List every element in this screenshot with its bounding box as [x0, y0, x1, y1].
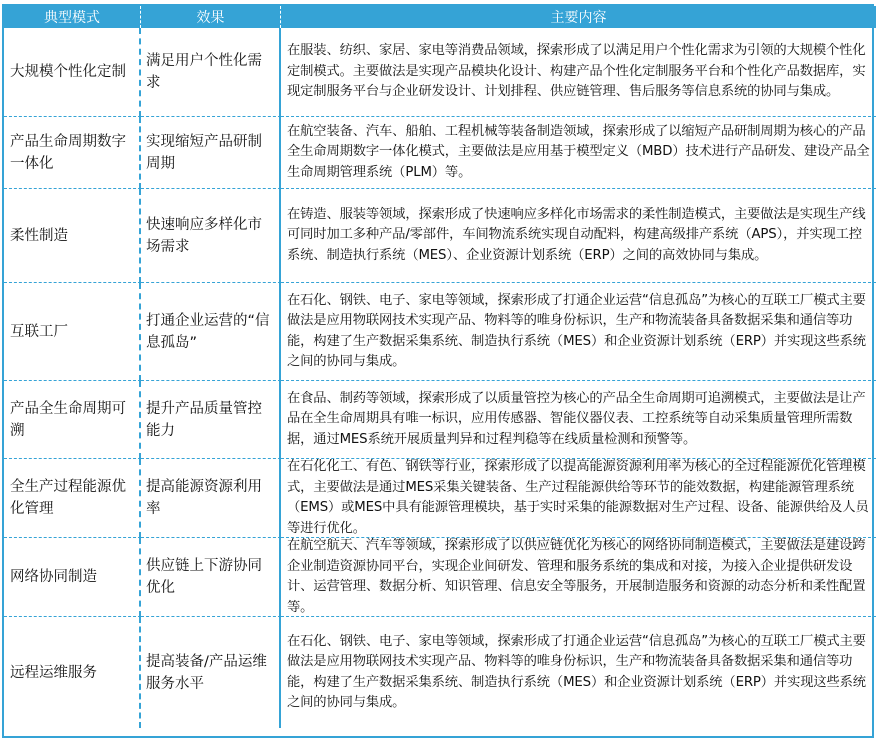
row-mode — [4, 117, 141, 189]
row-effect — [141, 617, 281, 728]
content-text: 在服装、纺织、家居、家电等消费品领域，探索形成了以满足用户个性化需求为引领的大规模个性化定制模式。主要做法是实现产品模块化设计、构建产品个性化定制服务平台和个性化产品数据库，实现定制服务平台与企业研发设计、计划排程、供应链管理、售后服务等信息系统的协同与集成。 — [287, 43, 866, 100]
content-text: 在铸造、服装等领域，探索形成了快速响应多样化市场需求的柔性制造模式，主要做法是实现生产线可同时加工多种产品/零部件，车间物流系统实现自动配料，构建高级排产系统（APS），并实现工控系统、制造执行系统（MES）、企业资源计划系统（ERP）之间的高效协同与集成。 — [287, 206, 866, 263]
row-effect — [141, 117, 281, 189]
effect-text: 打通企业运营的“信息孤岛” — [146, 312, 270, 351]
mode-text: 远程运维服务 — [10, 664, 97, 681]
effect-text: 提高能源资源利用率 — [146, 479, 262, 517]
modes-table — [2, 4, 874, 738]
effect-text: 提升产品质量管控能力 — [146, 400, 262, 439]
mode-text: 产品全生命周期可溯 — [10, 400, 126, 439]
column-header-effect: 效果 — [141, 6, 281, 28]
row-mode — [4, 617, 141, 728]
effect-text: 满足用户个性化需求 — [146, 53, 262, 91]
row-effect — [141, 28, 281, 117]
row-effect — [141, 381, 281, 459]
content-text: 在石化、钢铁、电子、家电等领域，探索形成了打通企业运营“信息孤岛”为核心的互联工厂模式主要做法是应用物联网技术实现产品、物料等的唯身份标识，生产和物流装备具备数据采集和通信等功能，构建了生产数据采集系统、制造执行系统（MES）和企业资源计划系统（ERP）并实现这些系统之间的协同与集成。 — [287, 633, 866, 710]
row-effect — [141, 189, 281, 283]
row-effect — [141, 538, 281, 617]
effect-text: 提高装备/产品运维服务水平 — [146, 653, 267, 692]
row-content — [281, 117, 876, 189]
row-mode — [4, 381, 141, 459]
content-text: 在石化、钢铁、电子、家电等领域，探索形成了打通企业运营“信息孤岛”为核心的互联工厂模式主要做法是应用物联网技术实现产品、物料等的唯身份标识，生产和物流装备具备数据采集和通信等功能，构建了生产数据采集系统、制造执行系统（MES）和企业资源计划系统（ERP）并实现这些系统之间的协同与集成。 — [287, 292, 866, 369]
mode-text: 大规模个性化定制 — [10, 64, 126, 80]
content-text: 在食品、制药等领域，探索形成了以质量管控为核心的产品全生命周期可追溯模式，主要做法是让产品在全生命周期具有唯一标识，应用传感器、智能仪器仪表、工控系统等自动采集质量管理所需数据，通过MES系统开展质量判异和过程判稳等在线质量检测和预警等。 — [287, 390, 866, 447]
row-mode — [4, 283, 141, 381]
row-effect — [141, 459, 281, 538]
mode-text: 互联工厂 — [10, 323, 68, 340]
content-text: 在航空航天、汽车等领域，探索形成了以供应链优化为核心的网络协同制造模式，主要做法是建设跨企业制造资源协同平台，实现企业间研发、管理和服务系统的集成和对接，为接入企业提供研发设计、运营管理、数据分析、知识管理、信息安全等服务，开展制造服务和资源的动态分析和柔性配置等。 — [287, 538, 866, 615]
row-content — [281, 283, 876, 381]
row-content — [281, 381, 876, 459]
effect-text: 供应链上下游协同优化 — [146, 558, 262, 596]
column-header-content: 主要内容 — [281, 6, 876, 28]
mode-text: 全生产过程能源优化管理 — [10, 479, 126, 517]
effect-text: 实现缩短产品研制周期 — [146, 133, 262, 172]
content-text: 在石化化工、有色、钢铁等行业，探索形成了以提高能源资源利用率为核心的全过程能源优化管理模式，主要做法是通过MES采集关键装备、生产过程能源供给等环节的能效数据，构建能源管理系统（EMS）或MES中具有能源管理模块，基于实时采集的能源数据对生产过程、设备、能源供给及人员等进行优化。 — [287, 459, 869, 536]
row-content — [281, 28, 876, 117]
mode-text: 柔性制造 — [10, 227, 68, 244]
row-effect — [141, 283, 281, 381]
row-content — [281, 617, 876, 728]
content-text: 在航空装备、汽车、船舶、工程机械等装备制造领域，探索形成了以缩短产品研制周期为核心的产品全生命周期数字一体化模式，主要做法是应用基于模型定义（MBD）技术进行产品研发、建设产品全生命周期管理系统（PLM）等。 — [287, 123, 870, 180]
mode-text: 产品生命周期数字一体化 — [10, 133, 126, 172]
row-mode — [4, 189, 141, 283]
row-mode — [4, 28, 141, 117]
row-content — [281, 459, 876, 538]
column-header-mode: 典型模式 — [4, 6, 141, 28]
row-mode — [4, 538, 141, 617]
row-content — [281, 189, 876, 283]
row-content — [281, 538, 876, 617]
mode-text: 网络协同制造 — [10, 569, 97, 585]
effect-text: 快速响应多样化市场需求 — [146, 216, 262, 255]
row-mode — [4, 459, 141, 538]
